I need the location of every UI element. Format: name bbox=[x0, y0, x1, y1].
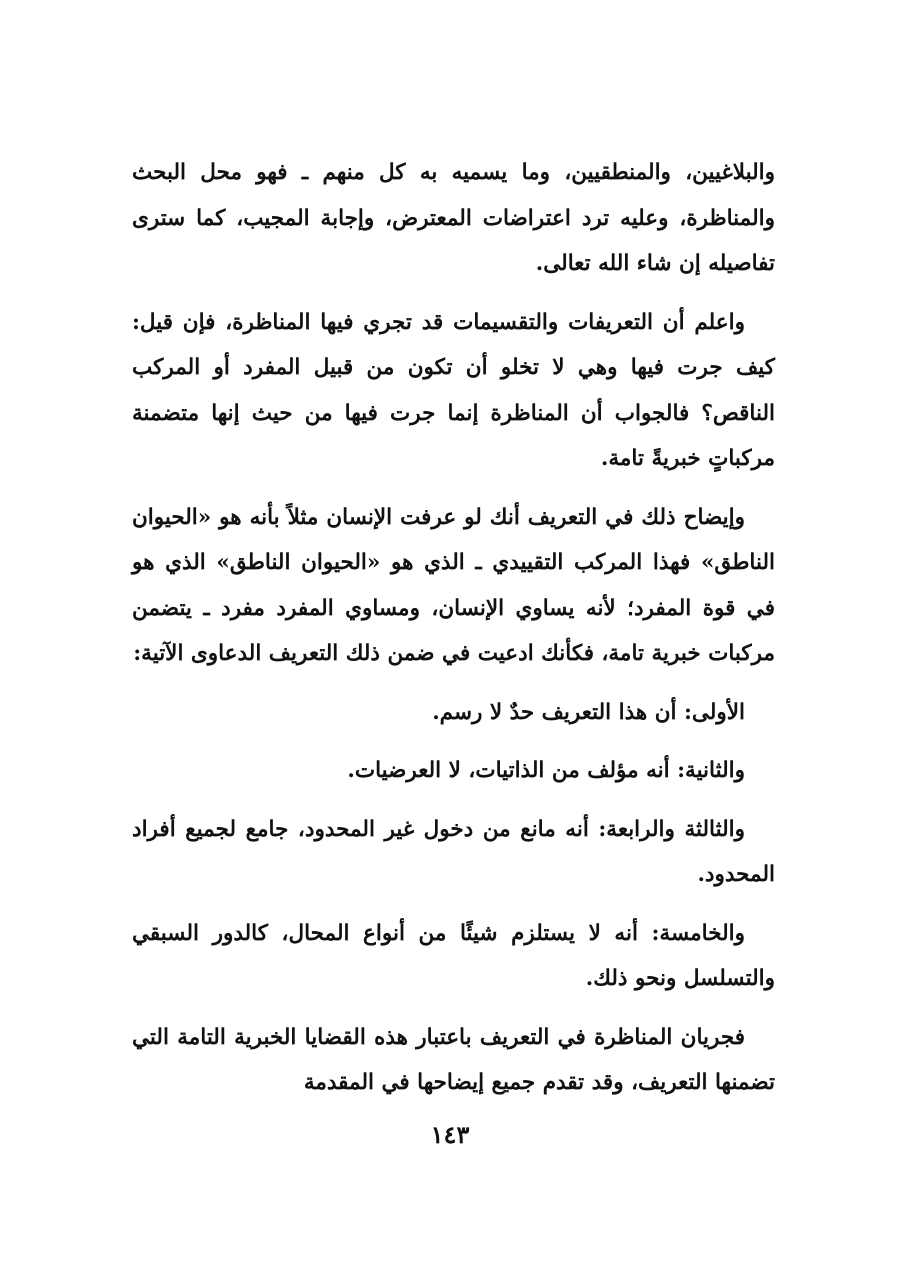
paragraph-7: والخامسة: أنه لا يستلزم شيئًا من أنواع المحال، كالدور السبقي والتسلسل ونحو ذلك. bbox=[132, 920, 775, 991]
paragraph-6: والثالثة والرابعة: أنه مانع من دخول غير المحدود، جامع لجميع أفراد المحدود. bbox=[132, 816, 775, 887]
paragraph-5: والثانية: أنه مؤلف من الذاتيات، لا العرضيات. bbox=[347, 758, 745, 783]
paragraph-8: فجريان المناظرة في التعريف باعتبار هذه القضايا الخبرية التامة التي تضمنها التعريف، وقد تقدم جميع إيضاحها في المقدمة bbox=[132, 1024, 775, 1095]
paragraph-2: واعلم أن التعريفات والتقسيمات قد تجري فيها المناظرة، فإن قيل: كيف جرت فيها وهي لا تخلو أن تكون من قبيل المفرد أو المركب الناقص؟ فالجواب أن المناظرة إنما جرت فيها من حيث إنها متضمنة مركباتٍ خبريةً تامة. bbox=[132, 309, 775, 471]
body-text bbox=[132, 150, 775, 1119]
paragraph-3: وإيضاح ذلك في التعريف أنك لو عرفت الإنسان مثلاً بأنه هو «الحيوان الناطق» فهذا المركب التقييدي ـ الذي هو «الحيوان الناطق» الذي هو في قوة المفرد؛ لأنه يساوي الإنسان، ومساوي المفرد مفرد ـ يتضمن مركبات خبرية تامة، فكأنك ادعيت في ضمن ذلك التعريف الدعاوى الآتية: bbox=[132, 504, 775, 666]
paragraph-4: الأولى: أن هذا التعريف حدٌ لا رسم. bbox=[432, 699, 745, 725]
page-number: ١٤٣ bbox=[430, 1120, 470, 1149]
paragraph-1: والبلاغيين، والمنطقيين، وما يسميه به كل منهم ـ فهو محل البحث والمناظرة، وعليه ترد اعتراضات المعترض، وإجابة المجيب، كما سترى تفاصيله إن شاء الله تعالى. bbox=[132, 160, 775, 276]
